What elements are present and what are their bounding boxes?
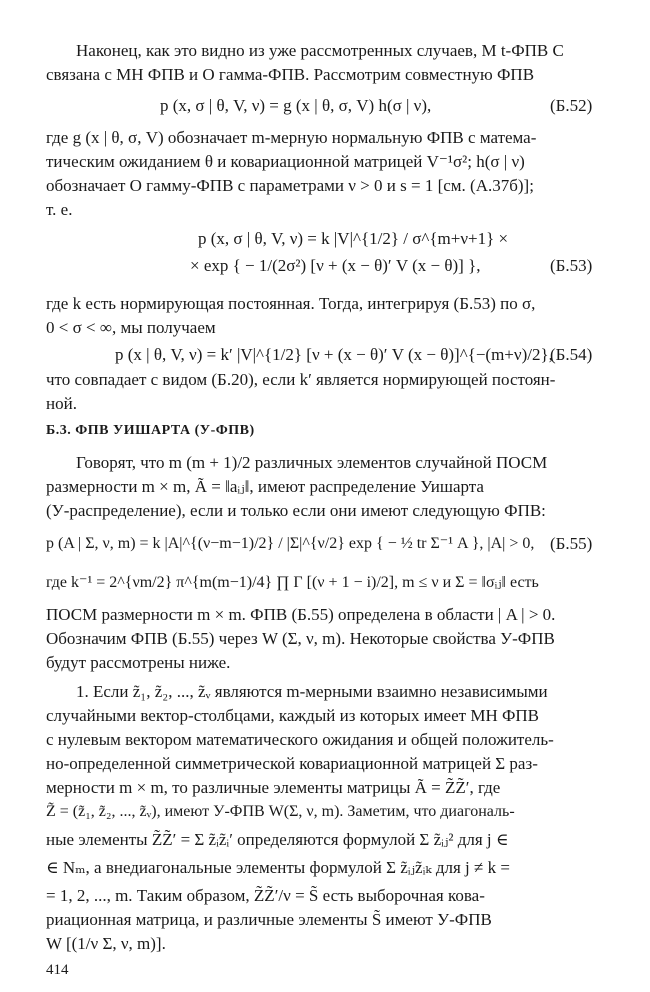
equation-b54: p (x | θ, V, ν) = k′ |V|^{1/2} [ν + (x − θ)′ V (x − θ)]^{−(m+ν)/2}, (115, 345, 553, 364)
text-line: обозначает О гамму-ФПВ с параметрами ν > 0 и s = 1 [см. (А.37б)]; (46, 176, 534, 195)
text-line: случайными вектор-столбцами, каждый из которых имеет МН ФПВ (46, 706, 540, 725)
equation-number: (Б.53) (550, 256, 593, 275)
text-line: риационная матрица, и различные элементы S̃ имеют У-ФПВ (46, 910, 492, 929)
text-line: где g (x | θ, σ, V) обозначает m-мерную нормальную ФПВ с матема- (46, 128, 537, 147)
text-line: = 1, 2, ..., m. Таким образом, Z̃Z̃′/ν = S̃ есть выборочная кова- (46, 886, 485, 905)
text-line: т. е. (46, 200, 73, 219)
text-line: но-определенной симметрической ковариационной матрицей Σ раз- (46, 754, 538, 773)
equation-number: (Б.52) (550, 96, 593, 115)
equation-b53-line2: × exp { − 1/(2σ²) [ν + (x − θ)′ V (x − θ)] }, (190, 256, 481, 275)
page-number: 414 (46, 962, 69, 978)
text-line: где k⁻¹ = 2^{νm/2} π^{m(m−1)/4} ∏ Γ [(ν + 1 − i)/2], m ≤ ν и Σ = ‖σᵢⱼ‖ есть (46, 574, 539, 591)
text-line: где k есть нормирующая постоянная. Тогда, интегрируя (Б.53) по σ, (46, 294, 536, 313)
text-line: Наконец, как это видно из уже рассмотренных случаев, М t-ФПВ С (76, 41, 564, 60)
text-line: ∈ Nₘ, а внедиагональные элементы формулой Σ z̃ᵢⱼz̃ᵢₖ для j ≠ k = (46, 858, 510, 877)
section-heading: Б.3. ФПВ УИШАРТА (У-ФПВ) (46, 423, 255, 438)
text-line: тическим ожиданием θ и ковариационной матрицей V⁻¹σ²; h(σ | ν) (46, 152, 525, 171)
text-line: будут рассмотрены ниже. (46, 653, 231, 672)
text-line: размерности m × m, Ã = ‖aᵢⱼ‖, имеют распределение Уишарта (46, 477, 484, 496)
text-line: Z̃ = (z̃₁, z̃₂, ..., z̃ᵥ), имеют У-ФПВ W(Σ, ν, m). Заметим, что диагональ- (46, 803, 515, 820)
text-line: ные элементы Z̃Z̃′ = Σ z̃ᵢz̃ᵢ′ определяются формулой Σ z̃ᵢⱼ² для j ∈ (46, 830, 509, 849)
equation-b55: p (A | Σ, ν, m) = k |A|^{(ν−m−1)/2} / |Σ|^{ν/2} exp { − ½ tr Σ⁻¹ A }, |A| > 0, (46, 535, 535, 552)
text-line: связана с МН ФПВ и О гамма-ФПВ. Рассмотрим совместную ФПВ (46, 65, 535, 84)
text-line: W [(1/ν Σ, ν, m)]. (46, 934, 166, 953)
equation-number: (Б.54) (550, 345, 593, 364)
equation-b53-line1: p (x, σ | θ, V, ν) = k |V|^{1/2} / σ^{m+ν+1} × (198, 229, 509, 248)
text-line: 0 < σ < ∞, мы получаем (46, 318, 216, 337)
text-line: Обозначим ФПВ (Б.55) через W (Σ, ν, m). Некоторые свойства У-ФПВ (46, 629, 555, 648)
text-line: что совпадает с видом (Б.20), если k′ является нормирующей постоян- (46, 370, 556, 389)
text-line: ПОСМ размерности m × m. ФПВ (Б.55) определена в области | A | > 0. (46, 605, 556, 624)
text-line: ной. (46, 394, 77, 413)
text-line: (У-распределение), если и только если они имеют следующую ФПВ: (46, 501, 546, 520)
text-line: 1. Если z̃₁, z̃₂, ..., z̃ᵥ являются m-мерными взаимно независимыми (76, 682, 548, 701)
text-line: мерности m × m, то различные элементы матрицы Ã = Z̃Z̃′, где (46, 778, 501, 797)
text-line: с нулевым вектором математического ожидания и общей положитель- (46, 730, 554, 749)
text-line: Говорят, что m (m + 1)/2 различных элементов случайной ПОСМ (76, 453, 548, 472)
equation-number: (Б.55) (550, 534, 593, 553)
equation-b52: p (x, σ | θ, V, ν) = g (x | θ, σ, V) h(σ | ν), (160, 96, 432, 115)
